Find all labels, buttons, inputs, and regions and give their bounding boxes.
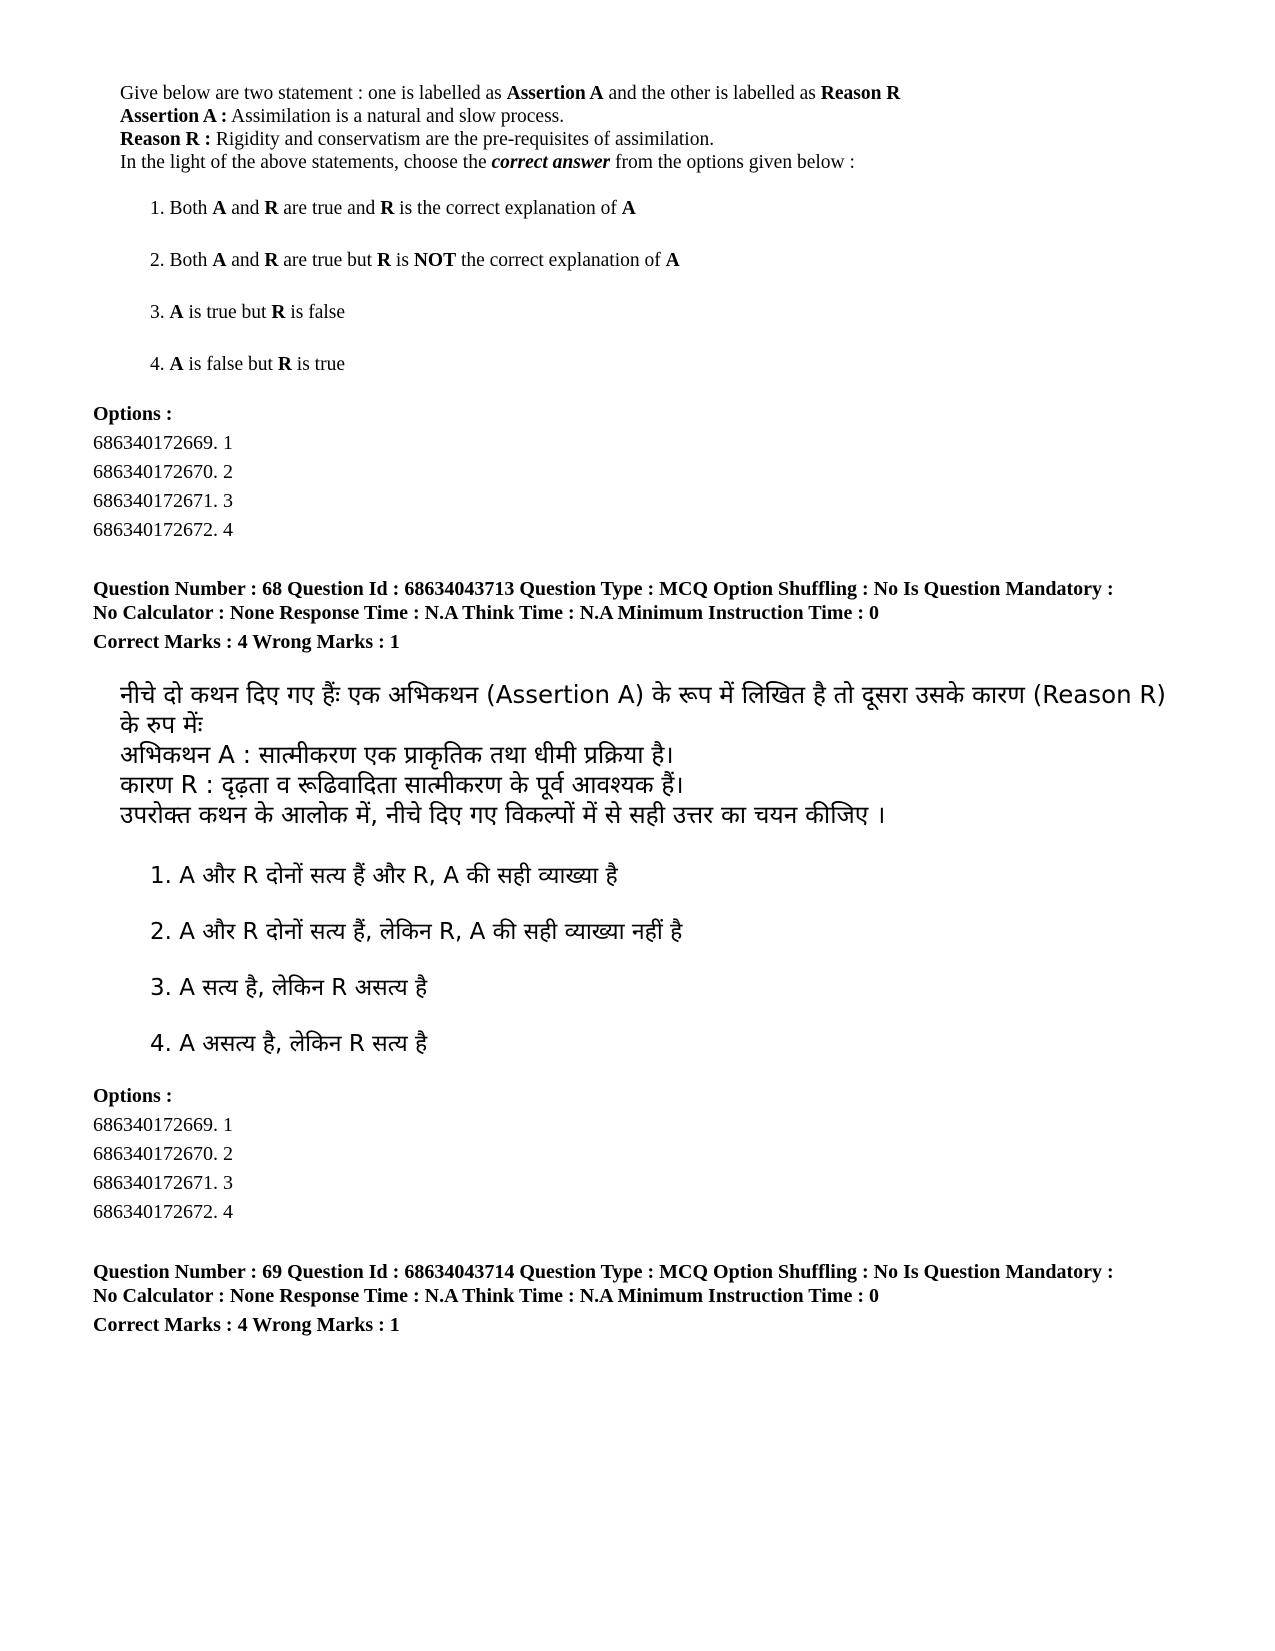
hindi-question-intro: नीचे दो कथन दिए गए हैंः एक अभिकथन (Assertion A) के रूप में लिखित है तो दूसरा उसके कारण (Reason R) के रुप मेंः bbox=[120, 680, 1166, 739]
question-instruction: In the light of the above statements, choose the correct answer from the options given below : bbox=[120, 152, 855, 173]
hindi-question bbox=[120, 680, 1180, 830]
question-69-meta bbox=[93, 1260, 1213, 1337]
question-marks: Correct Marks : 4 Wrong Marks : 1 bbox=[93, 631, 400, 653]
hindi-answer-choice-4: 4. A असत्य है, लेकिन R सत्य है bbox=[150, 1031, 428, 1057]
answer-choice-4: 4. A is false but R is true bbox=[150, 354, 345, 375]
hindi-answer-choice-3: 3. A सत्य है, लेकिन R असत्य है bbox=[150, 975, 428, 1001]
assertion-statement: Assertion A : Assimilation is a natural and slow process. bbox=[120, 106, 565, 127]
question-meta-line: No Calculator : None Response Time : N.A Think Time : N.A Minimum Instruction Time : 0 bbox=[93, 1285, 879, 1307]
option-id: 686340172670. 2 bbox=[93, 461, 233, 483]
option-id: 686340172671. 3 bbox=[93, 490, 233, 512]
hindi-answer-choice-2: 2. A और R दोनों सत्य हैं, लेकिन R, A की सही व्याख्या नहीं है bbox=[150, 919, 683, 945]
question-marks: Correct Marks : 4 Wrong Marks : 1 bbox=[93, 1314, 400, 1336]
english-question bbox=[120, 82, 900, 174]
hindi-question-instruction: उपरोक्त कथन के आलोक में, नीचे दिए गए विकल्पों में से सही उत्तर का चयन कीजिए । bbox=[120, 800, 886, 829]
answer-choice-3: 3. A is true but R is false bbox=[150, 302, 346, 323]
question-68-meta bbox=[93, 577, 1213, 654]
options-title: Options : bbox=[93, 1085, 173, 1107]
option-id: 686340172671. 3 bbox=[93, 1172, 233, 1194]
option-id: 686340172672. 4 bbox=[93, 519, 233, 541]
option-id: 686340172669. 1 bbox=[93, 432, 233, 454]
reason-statement: Reason R : Rigidity and conservatism are the pre-requisites of assimilation. bbox=[120, 129, 715, 150]
answer-choice-1: 1. Both A and R are true and R is the correct explanation of A bbox=[150, 198, 636, 219]
question-meta-line: No Calculator : None Response Time : N.A Think Time : N.A Minimum Instruction Time : 0 bbox=[93, 602, 879, 624]
hindi-assertion-statement: अभिकथन A : सात्मीकरण एक प्राकृतिक तथा धीमी प्रक्रिया है। bbox=[120, 740, 674, 769]
options-list-1 bbox=[93, 400, 233, 545]
hindi-answer-choice-1: 1. A और R दोनों सत्य हैं और R, A की सही व्याख्या है bbox=[150, 863, 618, 889]
answer-choice-2: 2. Both A and R are true but R is NOT the correct explanation of A bbox=[150, 250, 680, 271]
question-meta-line: Question Number : 68 Question Id : 68634043713 Question Type : MCQ Option Shuffling : No Is Question Mandatory : bbox=[93, 578, 1114, 600]
options-title: Options : bbox=[93, 403, 173, 425]
option-id: 686340172669. 1 bbox=[93, 1114, 233, 1136]
question-meta-line: Question Number : 69 Question Id : 68634043714 Question Type : MCQ Option Shuffling : No Is Question Mandatory : bbox=[93, 1261, 1114, 1283]
option-id: 686340172670. 2 bbox=[93, 1143, 233, 1165]
question-intro: Give below are two statement : one is labelled as Assertion A and the other is labelled as Reason R bbox=[120, 83, 901, 104]
options-list-2 bbox=[93, 1082, 233, 1227]
option-id: 686340172672. 4 bbox=[93, 1201, 233, 1223]
hindi-reason-statement: कारण R : दृढ़ता व रूढिवादिता सात्मीकरण के पूर्व आवश्यक हैं। bbox=[120, 770, 684, 799]
